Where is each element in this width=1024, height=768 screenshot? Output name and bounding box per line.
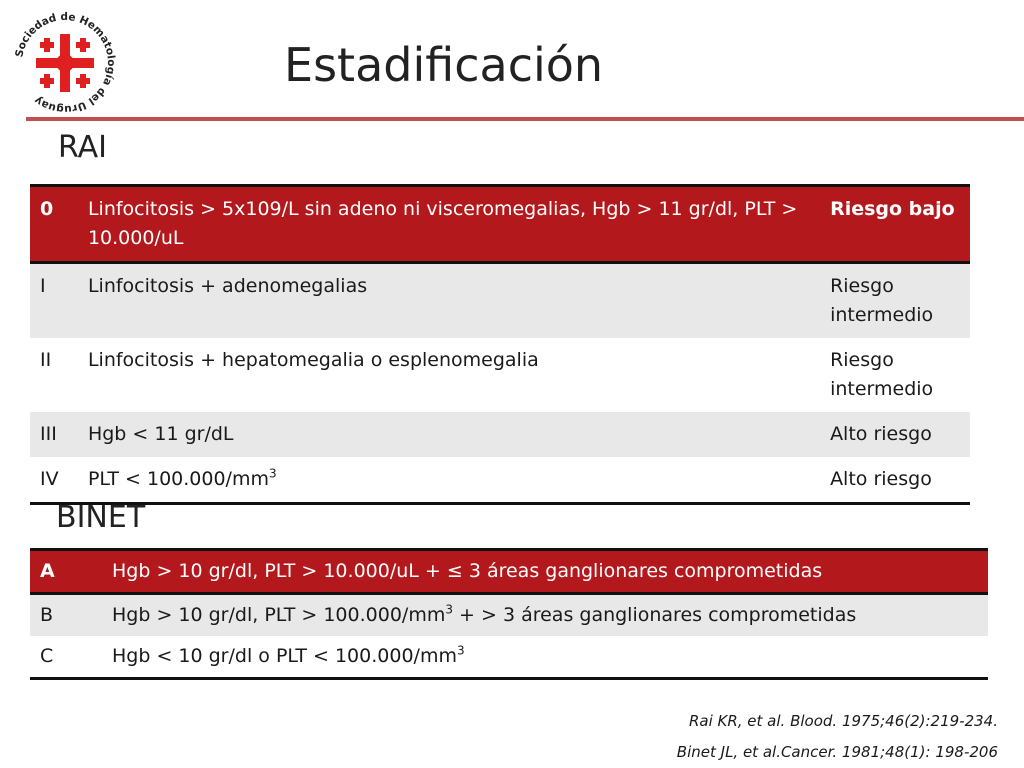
stage-cell: III (30, 412, 78, 457)
table-row (30, 186, 970, 263)
table-row (30, 550, 988, 594)
binet-heading: BINET (56, 500, 146, 535)
rai-heading: RAI (58, 130, 107, 165)
superscript: 3 (445, 602, 453, 617)
table-row (30, 263, 970, 339)
description-cell: Linfocitosis > 5x109/L sin adeno ni visceromegalias, Hgb > 11 gr/dl, PLT > 10.000/uL (78, 186, 820, 263)
cross-icon (36, 34, 94, 92)
society-logo (10, 8, 120, 118)
description-cell (102, 594, 988, 637)
description-cell (78, 457, 820, 504)
title-divider (26, 117, 1024, 121)
risk-cell: Riesgo intermedio (820, 263, 970, 339)
table-row (30, 594, 988, 637)
table-row (30, 636, 988, 679)
page-title: Estadificación (284, 38, 604, 92)
description-cell: Hgb < 11 gr/dL (78, 412, 820, 457)
logo-text: Sociedad de Hematología del Uruguay (13, 10, 118, 116)
description-cell (102, 636, 988, 679)
stage-cell: B (30, 594, 102, 637)
description-cell: Hgb > 10 gr/dl, PLT > 10.000/uL + ≤ 3 áreas ganglionares comprometidas (102, 550, 988, 594)
stage-cell: 0 (30, 186, 78, 263)
description-text: Hgb > 10 gr/dl, PLT > 100.000/mm (112, 604, 446, 626)
rai-table (30, 184, 970, 505)
risk-cell: Alto riesgo (820, 457, 970, 504)
description-text: + > 3 áreas ganglionares comprometidas (452, 604, 857, 626)
risk-cell: Riesgo bajo (820, 186, 970, 263)
stage-cell: A (30, 550, 102, 594)
table-row (30, 338, 970, 412)
stage-cell: C (30, 636, 102, 679)
reference-binet: Binet JL, et al.Cancer. 1981;48(1): 198-206 (676, 743, 998, 761)
risk-cell: Riesgo intermedio (820, 338, 970, 412)
superscript: 3 (268, 466, 277, 481)
stage-cell: II (30, 338, 78, 412)
stage-cell: I (30, 263, 78, 339)
description-text: PLT < 100.000/mm (87, 468, 269, 490)
table-row (30, 412, 970, 457)
table-row (30, 457, 970, 504)
description-cell: Linfocitosis + adenomegalias (78, 263, 820, 339)
superscript: 3 (456, 643, 465, 658)
stage-cell: IV (30, 457, 78, 504)
description-cell: Linfocitosis + hepatomegalia o esplenomegalia (78, 338, 820, 412)
binet-table (30, 548, 988, 680)
description-text: Hgb < 10 gr/dl o PLT < 100.000/mm (112, 645, 457, 667)
reference-rai: Rai KR, et al. Blood. 1975;46(2):219-234. (688, 712, 998, 730)
risk-cell: Alto riesgo (820, 412, 970, 457)
